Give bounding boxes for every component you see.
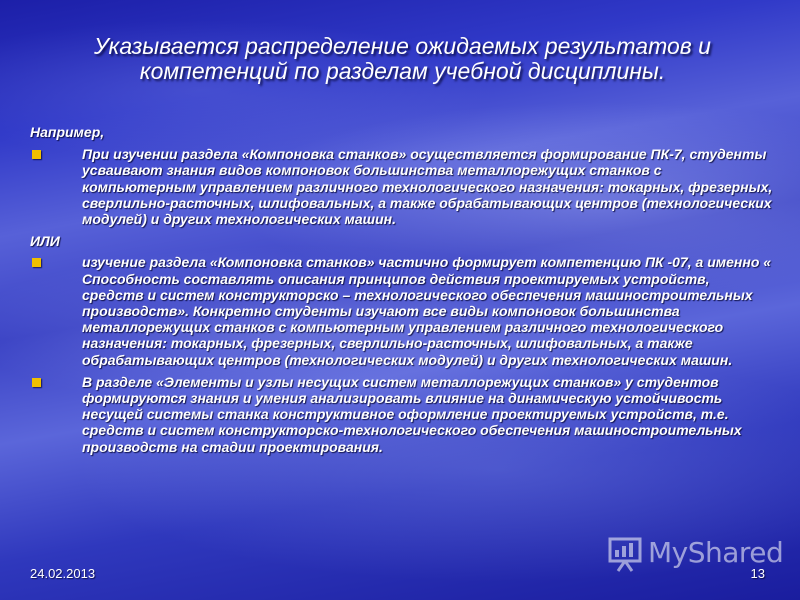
square-bullet-icon: [32, 150, 41, 159]
square-bullet-icon: [32, 378, 41, 387]
intro-text: Например,: [30, 124, 105, 140]
footer-date: 24.02.2013: [30, 566, 96, 581]
watermark-text: MyShared: [648, 536, 784, 569]
list-item: [30, 254, 775, 367]
bullet-text: изучение раздела «Компоновка станков» частично формирует компетенцию ПК -07, а именно « Способность составлять описания принципов действия проектируемых устройств, средств и систем конструкторско – технологического обеспечения машиностроительных производств». Конкретно студенты изучают все виды компоновок большинства металлорежущих станков с компьютерным управлением различного технологического назначения: токарных, фрезерных, сверлильно-расточных, шлифовальных, а также обрабатывающих центров (технологических модулей) и других технологических машин.: [82, 254, 772, 368]
bullet-list-1: [30, 146, 775, 227]
bullet-text: В разделе «Элементы и узлы несущих систем металлорежущих станков» у студентов формируются знания и умения анализировать влияние на динамическую устойчивость несущей системы станка конструктивное оформление проектируемых устройств, т.е. средств и систем конструкторско-технологического обеспечения машиностроительных производств на стадии проектирования.: [82, 373, 742, 455]
or-label: ИЛИ: [30, 233, 60, 250]
list-item: [30, 374, 775, 455]
presentation-board-icon: [606, 534, 646, 574]
list-item: [30, 146, 775, 227]
bullet-text: При изучении раздела «Компоновка станков» осуществляется формирование ПК-7, студенты усваивают знания видов компоновок большинства металлорежущих станков с компьютерным управлением различного технологического назначения: токарных, фрезерных, сверлильно-расточных, шлифовальных, а также обрабатывающих центров (технологических модулей) и других технологических машин.: [82, 146, 773, 228]
page-number: 13: [750, 566, 765, 581]
square-bullet-icon: [32, 258, 41, 267]
slide-body: [30, 124, 775, 461]
slide-title: Указывается распределение ожидаемых результатов и компетенций по разделам учебной дисциплины.: [94, 33, 711, 84]
bullet-list-2: [30, 254, 775, 454]
